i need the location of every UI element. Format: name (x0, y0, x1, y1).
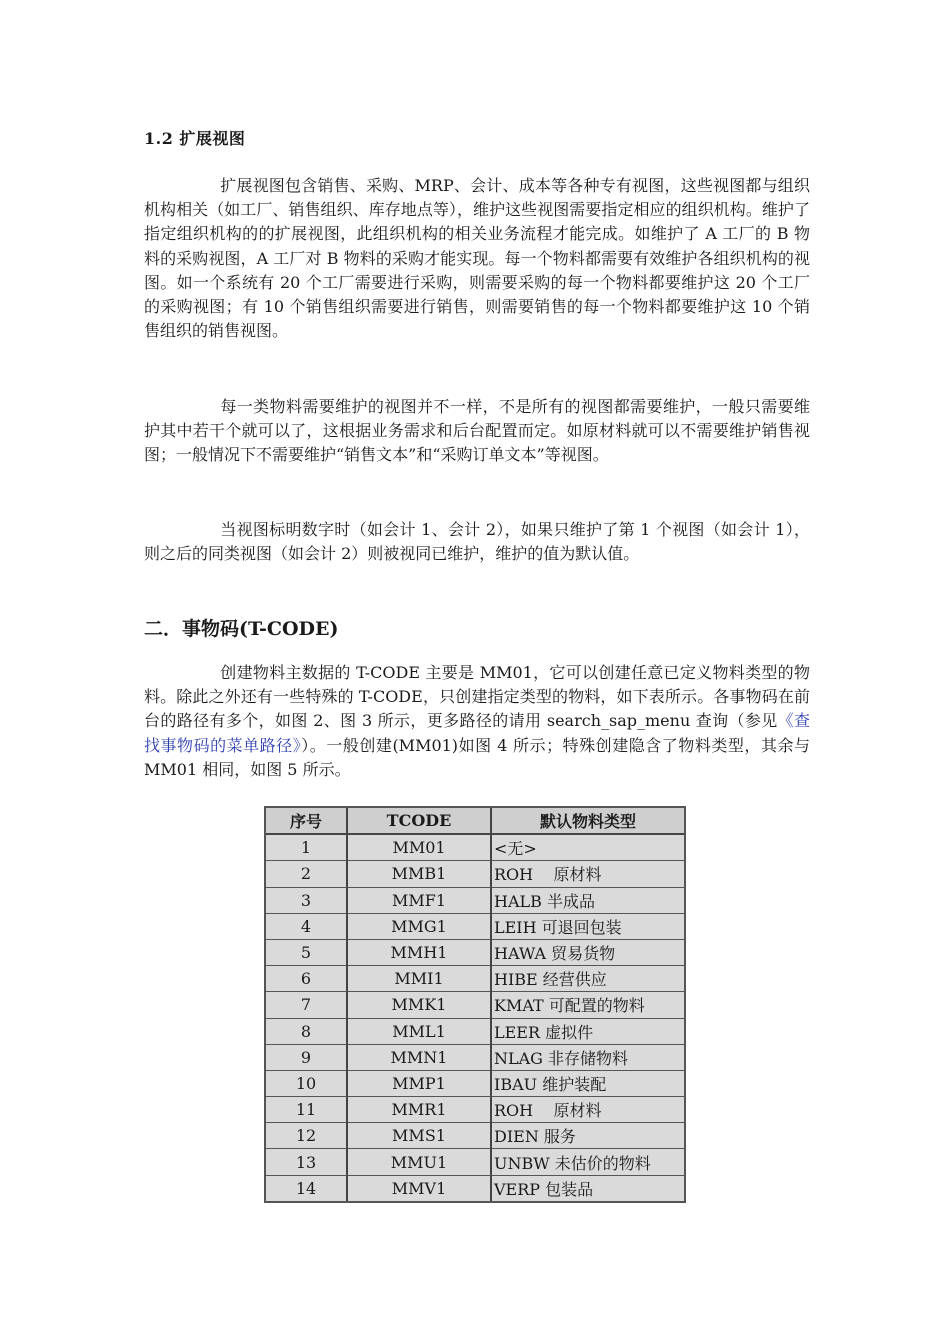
section-heading-extended-views: 1.2 扩展视图 (144, 129, 246, 148)
table-row (266, 1045, 684, 1071)
cell-index: 8 (266, 1019, 348, 1045)
cell-tcode: MMG1 (348, 914, 492, 940)
cell-tcode: MMV1 (348, 1176, 492, 1201)
cell-tcode: MMH1 (348, 940, 492, 966)
cell-material-type: UNBW 未估价的物料 (492, 1149, 684, 1175)
cell-tcode: MMB1 (348, 861, 492, 887)
cell-material-type: IBAU 维护装配 (492, 1071, 684, 1097)
cell-index: 6 (266, 966, 348, 992)
cell-material-type: HAWA 贸易货物 (492, 940, 684, 966)
paragraph-text: 当视图标明数字时（如会计 1、会计 2），如果只维护了第 1 个视图（如会计 1），则之后的同类视图（如会计 2）则被视同已维护，维护的值为默认值。 (144, 520, 810, 564)
table-row (266, 992, 684, 1018)
table-row (266, 1149, 684, 1175)
cell-index: 11 (266, 1097, 348, 1123)
paragraph-numbered-views (144, 518, 810, 566)
table-row (266, 1123, 684, 1149)
cell-tcode: MMP1 (348, 1071, 492, 1097)
cell-material-type: HALB 半成品 (492, 888, 684, 914)
table-row (266, 940, 684, 966)
cell-index: 7 (266, 992, 348, 1018)
cell-index: 9 (266, 1045, 348, 1071)
cell-tcode: MMR1 (348, 1097, 492, 1123)
table-row (266, 1097, 684, 1123)
header-material-type: 默认物料类型 (492, 808, 684, 835)
cell-tcode: MMK1 (348, 992, 492, 1018)
table-row (266, 966, 684, 992)
cell-material-type: NLAG 非存储物料 (492, 1045, 684, 1071)
paragraph-tcode (144, 661, 810, 782)
header-index: 序号 (266, 808, 348, 835)
cell-index: 13 (266, 1149, 348, 1175)
table-row (266, 1019, 684, 1045)
cell-tcode: MMS1 (348, 1123, 492, 1149)
paragraph-text: ）。一般创建(MM01)如图 4 所示；特殊创建隐含了物料类型，其余与 MM01 相同，如图 5 所示。 (144, 735, 810, 779)
table-body (266, 835, 684, 1201)
cell-material-type: VERP 包装品 (494, 1179, 594, 1199)
cell-tcode: MMU1 (348, 1149, 492, 1175)
cell-material-type: HIBE 经营供应 (492, 966, 684, 992)
table-row (266, 1071, 684, 1097)
cell-material-type: ROH 原材料 (492, 861, 684, 887)
cell-tcode: MML1 (348, 1019, 492, 1045)
cell-tcode: MMF1 (348, 888, 492, 914)
paragraph-extended-views (144, 174, 810, 343)
cell-index: 1 (266, 835, 348, 861)
paragraph-text: 每一类物料需要维护的视图并不一样，不是所有的视图都需要维护，一般只需要维护其中若干个就可以了，这根据业务需求和后台配置而定。如原材料就可以不需要维护销售视图；一般情况下不需要维护“销售文本”和“采购订单文本”等视图。 (144, 397, 810, 465)
table-header-row (266, 808, 684, 835)
header-tcode: TCODE (348, 808, 492, 835)
cell-index: 3 (266, 888, 348, 914)
cell-index: 5 (266, 940, 348, 966)
cell-material-type: LEIH 可退回包装 (492, 914, 684, 940)
cell-material-type: DIEN 服务 (492, 1123, 684, 1149)
cell-tcode: MM01 (348, 835, 492, 861)
cell-index: 12 (266, 1123, 348, 1149)
cell-material-type: LEER 虚拟件 (492, 1019, 684, 1045)
menu-path-link[interactable]: 《查找事物码的菜单路径》 (144, 711, 810, 755)
cell-material-type: KMAT 可配置的物料 (492, 992, 684, 1018)
cell-tcode: MMI1 (348, 966, 492, 992)
cell-index: 14 (266, 1176, 348, 1201)
cell-index: 2 (266, 861, 348, 887)
cell-index: 10 (266, 1071, 348, 1097)
table-row (266, 861, 684, 887)
cell-tcode: MMN1 (348, 1045, 492, 1071)
cell-material-type: ROH 原材料 (492, 1097, 684, 1123)
tcode-table (264, 806, 686, 1203)
table-row (266, 835, 684, 861)
table-row (266, 914, 684, 940)
section-heading-tcode: 二．事物码(T-CODE) (144, 618, 339, 640)
cell-index: 4 (266, 914, 348, 940)
table-row (266, 1176, 684, 1201)
paragraph-view-maintenance (144, 395, 810, 468)
paragraph-text: 创建物料主数据的 T-CODE 主要是 MM01，它可以创建任意已定义物料类型的物料。除此之外还有一些特殊的 T-CODE，只创建指定类型的物料，如下表所示。各事物码在前台的路径有多个，如图 2、图 3 所示，更多路径的请用 search_sap_menu 查询（参见 (144, 663, 810, 731)
table-row (266, 888, 684, 914)
paragraph-text: 扩展视图包含销售、采购、MRP、会计、成本等各种专有视图，这些视图都与组织机构相关（如工厂、销售组织、库存地点等），维护这些视图需要指定相应的组织机构。维护了指定组织机构的的扩展视图，此组织机构的相关业务流程才能完成。如维护了 A 工厂的 B 物料的采购视图，A 工厂对 B 物料的采购才能实现。每一个物料都需要有效维护各组织机构的视图。如一个系统有 20 个工厂需要进行采购，则需要采购的每一个物料都要维护这 20 个工厂的采购视图；有 10 个销售组织需要进行销售，则需要销售的每一个物料都要维护这 10 个销售组织的销售视图。 (144, 176, 810, 341)
cell-material-type: <无> (492, 835, 684, 861)
